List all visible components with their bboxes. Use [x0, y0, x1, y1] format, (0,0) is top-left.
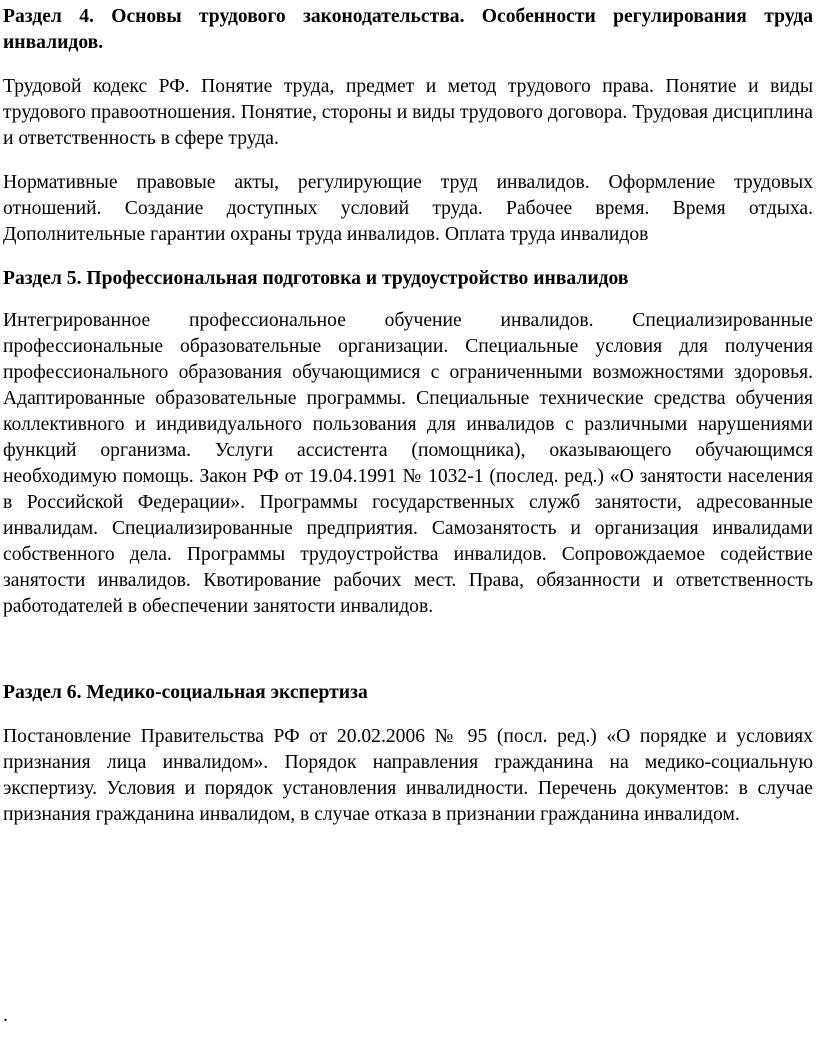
section-4-paragraph-2: Нормативные правовые акты, регулирующие труд инвалидов. Оформление трудовых отношений. Создание доступных условий труда. Рабочее время. Время отдыха. Дополнительные гарантии охраны труда инвалидов. Оплата труда инвалидов [3, 172, 813, 245]
trailing-mark: . [3, 1005, 8, 1026]
section-6-heading: Раздел 6. Медико-социальная экспертиза [3, 682, 368, 703]
section-4-paragraph-1: Трудовой кодекс РФ. Понятие труда, предмет и метод трудового права. Понятие и виды трудового правоотношения. Понятие, стороны и виды трудового договора. Трудовая дисциплина и ответственность в сфере труда. [3, 76, 813, 149]
document-page [3, 4, 813, 828]
section-4-heading: Раздел 4. Основы трудового законодательства. Особенности регулирования труда инвалидов. [3, 6, 813, 53]
section-5-heading: Раздел 5. Профессиональная подготовка и трудоустройство инвалидов [3, 268, 629, 289]
section-5-paragraph-1: Интегрированное профессиональное обучение инвалидов. Специализированные профессиональные образовательные организации. Специальные условия для получения профессионального образования обучающимися с ограниченными возможностями здоровья. Адаптированные образовательные программы. Специальные технические средства обучения коллективного и индивидуального пользования для инвалидов с различными нарушениями функций организма. Услуги ассистента (помощника), оказывающего обучающимся необходимую помощь. Закон РФ от 19.04.1991 № 1032-1 (послед. ред.) «О занятости населения в Российской Федерации». Программы государственных служб занятости, адресованные инвалидам. Специализированные предприятия. Самозанятость и организация инвалидами собственного дела. Программы трудоустройства инвалидов. Сопровождаемое содействие занятости инвалидов. Квотирование рабочих мест. Права, обязанности и ответственность работодателей в обеспечении занятости инвалидов. [3, 310, 813, 617]
section-6-paragraph-1: Постановление Правительства РФ от 20.02.2006 № 95 (посл. ред.) «О порядке и условиях признания лица инвалидом». Порядок направления гражданина на медико-социальную экспертизу. Условия и порядок установления инвалидности. Перечень документов: в случае признания гражданина инвалидом, в случае отказа в признании гражданина инвалидом. [3, 726, 813, 825]
